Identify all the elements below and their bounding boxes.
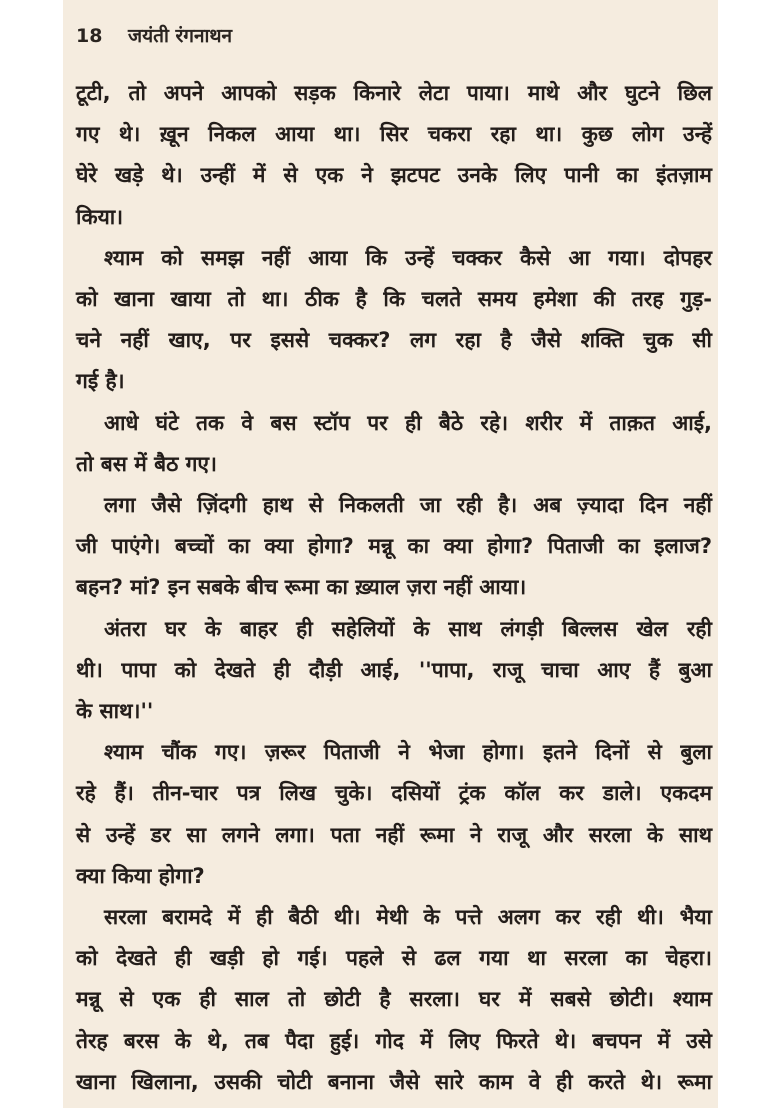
text-line: टूटी, तो अपने आपको सड़क किनारे लेटा पाया। माथे और घुटने छिल — [76, 81, 712, 105]
text-line: खाना खिलाना, उसकी चोटी बनाना जैसे सारे काम वे ही करते थे। रूमा — [76, 1070, 712, 1094]
text-line: तो बस में बैठ गए। — [76, 452, 217, 476]
text-line: लगा जैसे ज़िंदगी हाथ से निकलती जा रही है। अब ज़्यादा दिन नहीं — [104, 493, 712, 517]
text-line: अंतरा घर के बाहर ही सहेलियों के साथ लंगड़ी बिल्लस खेल रही — [104, 617, 712, 641]
text-line: के साथ।'' — [76, 699, 154, 723]
text-line: श्याम चौंक गए। ज़रूर पिताजी ने भेजा होगा। इतने दिनों से बुला — [104, 740, 712, 764]
text-line: को देखते ही खड़ी हो गई। पहले से ढल गया था सरला का चेहरा। — [76, 946, 712, 970]
text-line: चने नहीं खाए, पर इससे चक्कर? लग रहा है जैसे शक्ति चुक सी — [76, 328, 712, 352]
text-line: आधे घंटे तक वे बस स्टॉप पर ही बैठे रहे। शरीर में ताक़त आई, — [104, 411, 712, 435]
text-line: रहे हैं। तीन-चार पत्र लिख चुके। दसियों ट्रंक कॉल कर डाले। एकदम — [76, 781, 712, 805]
text-line: जी पाएंगे। बच्चों का क्या होगा? मन्नू का क्या होगा? पिताजी का इलाज? — [76, 534, 712, 558]
text-line: तेरह बरस के थे, तब पैदा हुई। गोद में लिए फिरते थे। बचपन में उसे — [76, 1029, 712, 1053]
running-header — [76, 22, 232, 48]
text-line: सरला बरामदे में ही बैठी थी। मेथी के पत्ते अलग कर रही थी। भैया — [104, 905, 712, 929]
text-line: थी। पापा को देखते ही दौड़ी आई, ''पापा, राजू चाचा आए हैं बुआ — [76, 658, 712, 682]
author-name: जयंती रंगनाथन — [128, 25, 233, 47]
text-line: किया। — [76, 205, 124, 229]
text-line: से उन्हें डर सा लगने लगा। पता नहीं रूमा ने राजू और सरला के साथ — [76, 823, 712, 847]
text-line: घेरे खड़े थे। उन्हीं में से एक ने झटपट उनके लिए पानी का इंतज़ाम — [76, 163, 712, 187]
text-line: गई है। — [76, 369, 125, 393]
text-line: को खाना खाया तो था। ठीक है कि चलते समय हमेशा की तरह गुड़- — [76, 287, 712, 311]
text-line: क्या किया होगा? — [76, 864, 205, 888]
text-line: मन्नू से एक ही साल तो छोटी है सरला। घर में सबसे छोटी। श्याम — [76, 987, 712, 1011]
page-number: 18 — [76, 25, 103, 47]
text-line: बहन? मां? इन सबके बीच रूमा का ख़्याल ज़रा नहीं आया। — [76, 575, 527, 599]
text-line: गए थे। ख़ून निकल आया था। सिर चकरा रहा था। कुछ लोग उन्हें — [76, 122, 712, 146]
text-line: श्याम को समझ नहीं आया कि उन्हें चक्कर कैसे आ गया। दोपहर — [104, 246, 712, 270]
